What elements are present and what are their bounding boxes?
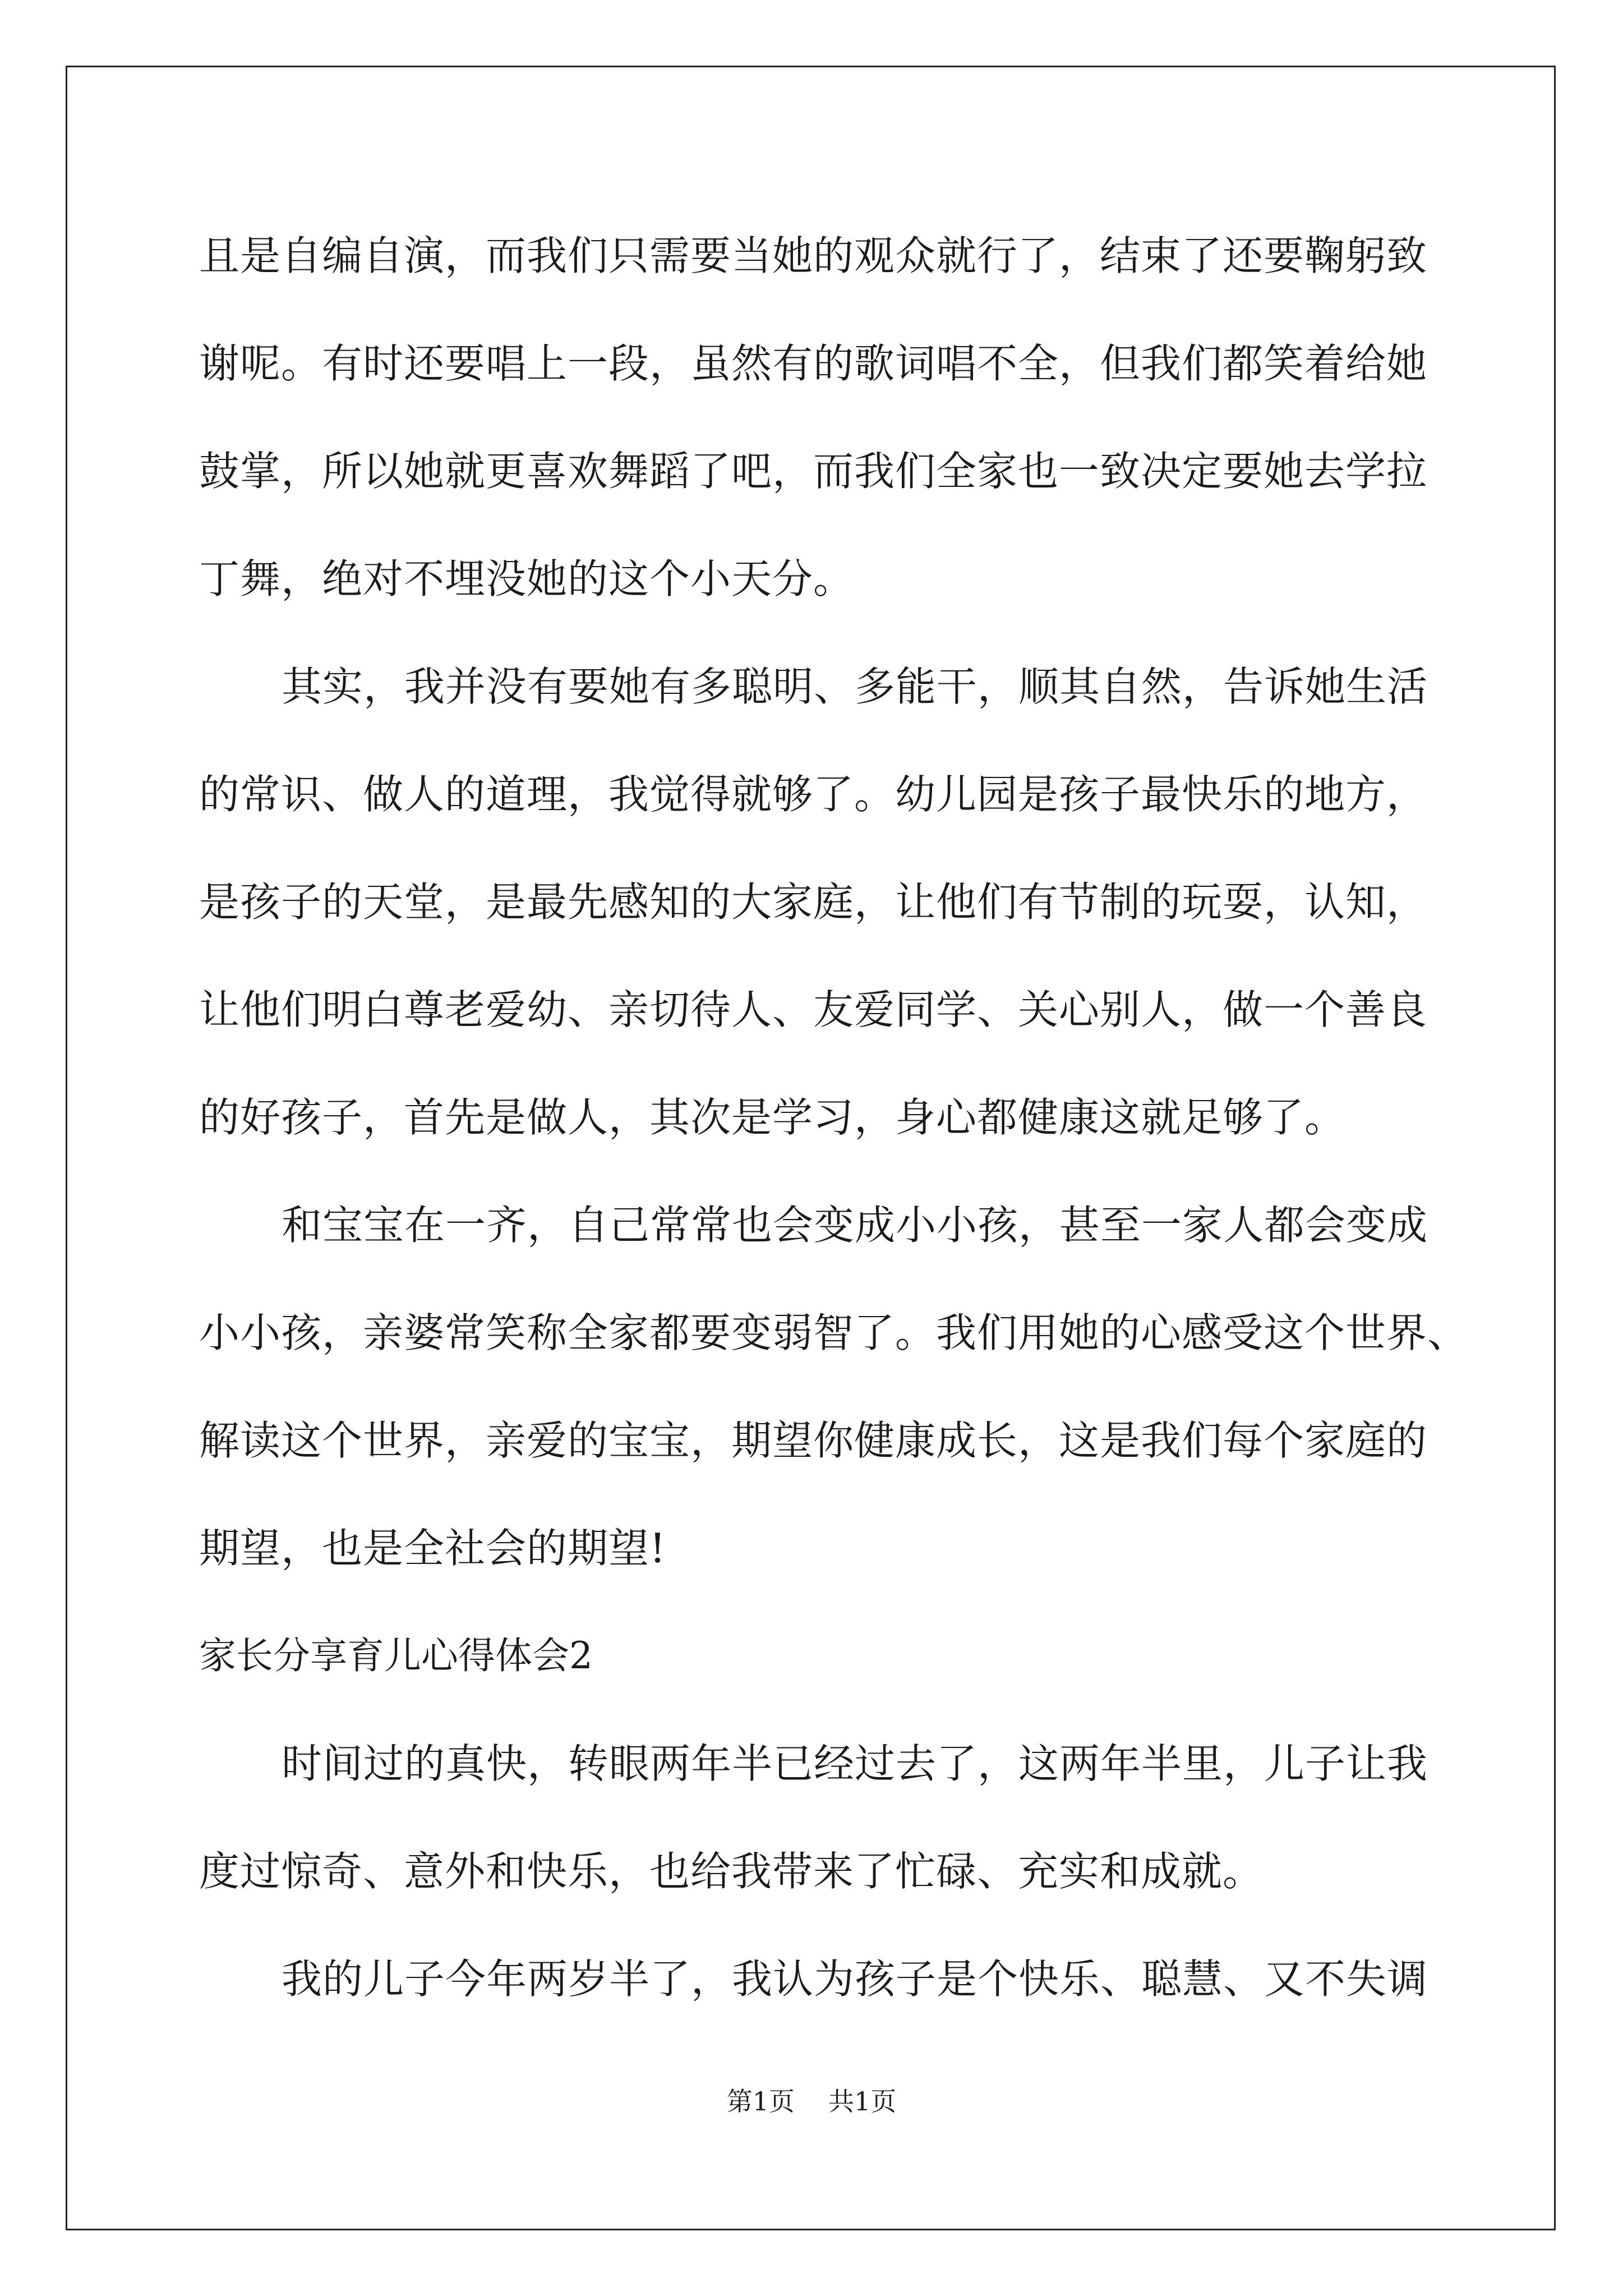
paragraph-line: 度过惊奇、意外和快乐，也给我带来了忙碌、充实和成就。: [199, 1848, 1264, 1895]
paragraph-line: 鼓掌，所以她就更喜欢舞蹈了吧，而我们全家也一致决定要她去学拉: [199, 448, 1428, 495]
paragraph-line: 我的儿子今年两岁半了，我认为孩子是个快乐、聪慧、又不失调: [282, 1955, 1428, 2003]
section-heading: 家长分享育儿心得体会2: [199, 1634, 593, 1677]
paragraph-line: 和宝宝在一齐，自己常常也会变成小小孩，甚至一家人都会变成: [282, 1202, 1428, 1249]
paragraph-line: 小小孩，亲婆常笑称全家都要变弱智了。我们用她的心感受这个世界、: [199, 1309, 1469, 1356]
paragraph-line: 谢呢。有时还要唱上一段，虽然有的歌词唱不全，但我们都笑着给她: [199, 340, 1428, 387]
document-body: [199, 202, 1469, 2033]
paragraph-line: 的好孩子，首先是做人，其次是学习，身心都健康这就足够了。: [199, 1094, 1346, 1141]
paragraph-line: 是孩子的天堂，是最先感知的大家庭，让他们有节制的玩耍，认知，: [199, 878, 1428, 926]
paragraph-line: 期望，也是全社会的期望!: [199, 1525, 666, 1572]
page-footer: [0, 2081, 1623, 2118]
paragraph-line: 丁舞，绝对不埋没她的这个小天分。: [199, 555, 855, 602]
paragraph-line: 且是自编自演，而我们只需要当她的观众就行了，结束了还要鞠躬致: [199, 232, 1428, 279]
paragraph-line: 其实，我并没有要她有多聪明、多能干，顺其自然，告诉她生活: [282, 663, 1428, 710]
paragraph-line: 解读这个世界，亲爱的宝宝，期望你健康成长，这是我们每个家庭的: [199, 1417, 1428, 1464]
page-number-total: 共1页: [828, 2086, 897, 2116]
paragraph-line: 的常识、做人的道理，我觉得就够了。幼儿园是孩子最快乐的地方，: [199, 771, 1428, 818]
page-number-current: 第1页: [726, 2086, 795, 2116]
paragraph-line: 让他们明白尊老爱幼、亲切待人、友爱同学、关心别人，做一个善良: [199, 986, 1428, 1033]
paragraph-line: 时间过的真快，转眼两年半已经过去了，这两年半里，儿子让我: [282, 1740, 1428, 1787]
